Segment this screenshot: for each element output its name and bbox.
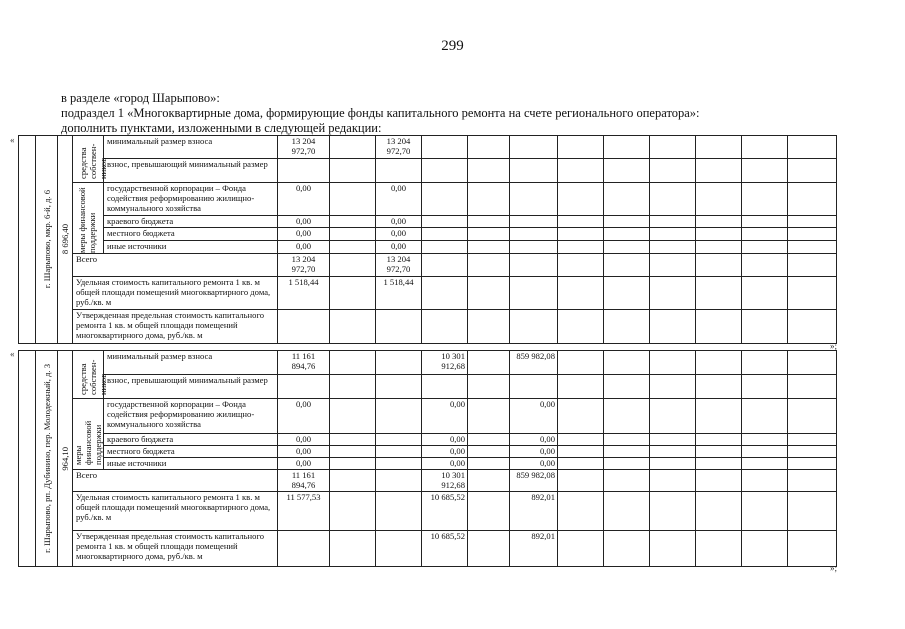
value-cell: 0,00 (376, 241, 422, 254)
value-cell (468, 434, 510, 446)
open-quote-mark-2: « (10, 349, 15, 359)
value-cell (742, 277, 788, 310)
row-unit-cost (19, 277, 837, 310)
value-cell (650, 434, 696, 446)
value-cell (422, 277, 468, 310)
value-cell (376, 492, 422, 531)
intro-line-2: подраздел 1 «Многоквартирные дома, формирующие фонды капитального ремонта на счете регионального оператора»: (61, 106, 700, 120)
value-cell (422, 310, 468, 344)
value-cell (468, 216, 510, 228)
value-cell (468, 470, 510, 492)
value-cell (468, 241, 510, 254)
value-cell (376, 446, 422, 458)
value-cell: 11 161 894,76 (278, 351, 330, 375)
value-cell (696, 492, 742, 531)
row-limit-cost (19, 531, 837, 567)
value-cell (422, 241, 468, 254)
value-cell (510, 310, 558, 344)
value-cell (742, 159, 788, 183)
value-cell: 0,00 (422, 458, 468, 470)
value-cell (330, 159, 376, 183)
row-local (19, 228, 837, 241)
value-cell (330, 254, 376, 277)
value-cell (788, 351, 837, 375)
value-cell (510, 183, 558, 216)
value-cell (604, 434, 650, 446)
area-cell: 964,10 (58, 351, 73, 567)
value-cell: 0,00 (278, 446, 330, 458)
value-cell (742, 399, 788, 434)
value-cell (468, 531, 510, 567)
value-cell (788, 446, 837, 458)
label-total: Всего (73, 470, 278, 492)
value-cell: 0,00 (376, 216, 422, 228)
value-cell (558, 277, 604, 310)
value-cell (650, 458, 696, 470)
value-cell (558, 399, 604, 434)
value-cell (558, 434, 604, 446)
value-cell: 10 301 912,68 (422, 470, 468, 492)
value-cell (604, 399, 650, 434)
value-cell (650, 136, 696, 159)
label-limit-cost: Утвержденная предельная стоимость капитального ремонта 1 кв. м общей площади помещений многоквартирного дома, руб./кв. м (73, 310, 278, 344)
value-cell (376, 375, 422, 399)
value-cell (788, 492, 837, 531)
left-margin-cell (19, 351, 36, 567)
value-cell (696, 458, 742, 470)
value-cell (330, 531, 376, 567)
value-cell (558, 446, 604, 458)
value-cell (278, 159, 330, 183)
value-cell: 10 301 912,68 (422, 351, 468, 375)
value-cell (742, 492, 788, 531)
row-min-fee (19, 351, 837, 375)
value-cell: 0,00 (278, 228, 330, 241)
value-cell: 13 204 972,70 (376, 136, 422, 159)
label-limit-cost: Утвержденная предельная стоимость капитального ремонта 1 кв. м общей площади помещений многоквартирного дома, руб./кв. м (73, 531, 278, 567)
intro-line-1: в разделе «город Шарыпово»: (61, 91, 220, 105)
label-local: местного бюджета (104, 228, 278, 241)
value-cell (742, 310, 788, 344)
value-cell (558, 216, 604, 228)
label-min-fee: минимальный размер взноса (104, 351, 278, 375)
row-min-fee (19, 136, 837, 159)
value-cell (788, 136, 837, 159)
value-cell (696, 241, 742, 254)
value-cell (788, 458, 837, 470)
value-cell: 0,00 (278, 241, 330, 254)
value-cell (468, 351, 510, 375)
left-margin-cell (19, 136, 36, 344)
value-cell (558, 492, 604, 531)
value-cell (376, 470, 422, 492)
value-cell (558, 254, 604, 277)
value-cell (696, 228, 742, 241)
value-cell: 0,00 (422, 434, 468, 446)
value-cell (330, 458, 376, 470)
value-cell (742, 216, 788, 228)
value-cell (650, 183, 696, 216)
value-cell (604, 216, 650, 228)
value-cell (742, 434, 788, 446)
value-cell (604, 241, 650, 254)
value-cell (558, 183, 604, 216)
value-cell (788, 470, 837, 492)
value-cell (650, 216, 696, 228)
value-cell (558, 470, 604, 492)
value-cell (330, 351, 376, 375)
value-cell: 13 204 972,70 (278, 254, 330, 277)
value-cell (604, 351, 650, 375)
value-cell: 0,00 (278, 399, 330, 434)
value-cell (604, 277, 650, 310)
value-cell (510, 216, 558, 228)
value-cell (696, 159, 742, 183)
value-cell (742, 470, 788, 492)
owners-funds-label: средства собствен-ников (73, 351, 104, 399)
value-cell (742, 446, 788, 458)
value-cell (696, 375, 742, 399)
value-cell (468, 136, 510, 159)
value-cell: 0,00 (422, 446, 468, 458)
value-cell: 0,00 (278, 434, 330, 446)
value-cell (696, 310, 742, 344)
value-cell (742, 183, 788, 216)
value-cell (650, 351, 696, 375)
value-cell: 11 577,53 (278, 492, 330, 531)
value-cell (788, 159, 837, 183)
value-cell (788, 277, 837, 310)
value-cell (376, 434, 422, 446)
value-cell (650, 310, 696, 344)
value-cell (278, 531, 330, 567)
value-cell (788, 241, 837, 254)
value-cell (468, 277, 510, 310)
value-cell (376, 159, 422, 183)
value-cell (558, 241, 604, 254)
value-cell: 13 204 972,70 (376, 254, 422, 277)
value-cell (330, 446, 376, 458)
address-cell: г. Шарыпово, мкр. 6-й, д. 6 (36, 136, 58, 344)
value-cell (650, 531, 696, 567)
value-cell: 10 685,52 (422, 492, 468, 531)
value-cell (696, 136, 742, 159)
value-cell (650, 277, 696, 310)
value-cell (650, 159, 696, 183)
label-regional: краевого бюджета (104, 434, 278, 446)
row-limit-cost (19, 310, 837, 344)
value-cell: 859 982,08 (510, 351, 558, 375)
value-cell (604, 159, 650, 183)
value-cell (650, 375, 696, 399)
value-cell (742, 241, 788, 254)
value-cell (510, 277, 558, 310)
value-cell: 1 518,44 (376, 277, 422, 310)
value-cell (696, 254, 742, 277)
row-regional (19, 216, 837, 228)
value-cell (788, 216, 837, 228)
value-cell: 0,00 (376, 183, 422, 216)
value-cell (330, 375, 376, 399)
value-cell: 0,00 (510, 446, 558, 458)
row-total (19, 470, 837, 492)
label-unit-cost: Удельная стоимость капитального ремонта 1 кв. м общей площади помещений многоквартирного дома, руб./кв. м (73, 492, 278, 531)
value-cell (742, 375, 788, 399)
label-corp: государственной корпорации – Фонда содействия реформированию жилищно-коммунального хозяйства (104, 399, 278, 434)
value-cell: 0,00 (278, 216, 330, 228)
value-cell (558, 531, 604, 567)
value-cell (604, 228, 650, 241)
value-cell: 859 982,08 (510, 470, 558, 492)
label-local: местного бюджета (104, 446, 278, 458)
value-cell (650, 446, 696, 458)
value-cell (650, 399, 696, 434)
label-above-min: взнос, превышающий минимальный размер (104, 375, 278, 399)
value-cell: 13 204 972,70 (278, 136, 330, 159)
value-cell: 1 518,44 (278, 277, 330, 310)
value-cell (468, 375, 510, 399)
value-cell: 10 685,52 (422, 531, 468, 567)
row-other (19, 458, 837, 470)
value-cell (376, 399, 422, 434)
value-cell (376, 310, 422, 344)
value-cell (558, 159, 604, 183)
value-cell (604, 446, 650, 458)
value-cell (558, 136, 604, 159)
support-label: меры финансовой поддержки (73, 183, 104, 254)
value-cell (278, 310, 330, 344)
value-cell (788, 375, 837, 399)
value-cell (330, 434, 376, 446)
value-cell (742, 351, 788, 375)
value-cell (422, 375, 468, 399)
value-cell: 0,00 (510, 434, 558, 446)
value-cell (422, 136, 468, 159)
value-cell: 0,00 (278, 458, 330, 470)
row-regional (19, 434, 837, 446)
label-min-fee: минимальный размер взноса (104, 136, 278, 159)
value-cell (696, 434, 742, 446)
label-other: иные источники (104, 458, 278, 470)
value-cell (376, 531, 422, 567)
value-cell (558, 351, 604, 375)
value-cell: 892,01 (510, 492, 558, 531)
value-cell (788, 399, 837, 434)
value-cell (468, 183, 510, 216)
page-number: 299 (441, 38, 464, 54)
value-cell: 0,00 (510, 458, 558, 470)
row-local (19, 446, 837, 458)
support-label: меры финансовой поддержки (73, 399, 104, 470)
row-corp (19, 399, 837, 434)
value-cell (650, 470, 696, 492)
value-cell: 0,00 (422, 399, 468, 434)
value-cell (330, 216, 376, 228)
value-cell (510, 136, 558, 159)
value-cell (422, 216, 468, 228)
label-corp: государственной корпорации – Фонда содействия реформированию жилищно-коммунального хозяйства (104, 183, 278, 216)
value-cell (604, 136, 650, 159)
label-regional: краевого бюджета (104, 216, 278, 228)
value-cell: 11 161 894,76 (278, 470, 330, 492)
value-cell (510, 254, 558, 277)
value-cell (330, 492, 376, 531)
row-above-min (19, 159, 837, 183)
value-cell (376, 351, 422, 375)
value-cell (558, 228, 604, 241)
value-cell (422, 228, 468, 241)
value-cell (468, 228, 510, 241)
value-cell (742, 531, 788, 567)
value-cell (742, 458, 788, 470)
value-cell (330, 310, 376, 344)
value-cell (742, 228, 788, 241)
area-cell: 8 696,40 (58, 136, 73, 344)
label-above-min: взнос, превышающий минимальный размер (104, 159, 278, 183)
housing-table-block-2 (18, 350, 837, 567)
value-cell (696, 183, 742, 216)
value-cell (510, 375, 558, 399)
row-above-min (19, 375, 837, 399)
value-cell (604, 254, 650, 277)
value-cell (650, 241, 696, 254)
label-other: иные источники (104, 241, 278, 254)
row-other (19, 241, 837, 254)
close-quote-mark-1: »; (830, 341, 838, 351)
value-cell (330, 277, 376, 310)
value-cell (510, 241, 558, 254)
value-cell (330, 136, 376, 159)
value-cell (468, 399, 510, 434)
owners-funds-label: средства собствен-ников (73, 136, 104, 183)
value-cell (696, 470, 742, 492)
value-cell (650, 254, 696, 277)
value-cell (558, 458, 604, 470)
value-cell (468, 159, 510, 183)
value-cell (422, 159, 468, 183)
value-cell (696, 399, 742, 434)
value-cell (468, 310, 510, 344)
value-cell (278, 375, 330, 399)
value-cell (468, 446, 510, 458)
value-cell (650, 228, 696, 241)
value-cell (742, 136, 788, 159)
value-cell (604, 531, 650, 567)
value-cell (330, 228, 376, 241)
value-cell (330, 399, 376, 434)
value-cell: 0,00 (278, 183, 330, 216)
value-cell (696, 277, 742, 310)
value-cell (422, 254, 468, 277)
value-cell (788, 183, 837, 216)
value-cell (510, 159, 558, 183)
value-cell (330, 241, 376, 254)
value-cell (650, 492, 696, 531)
value-cell (788, 254, 837, 277)
value-cell (788, 310, 837, 344)
value-cell (604, 458, 650, 470)
value-cell (468, 492, 510, 531)
intro-line-3: дополнить пунктами, изложенными в следующей редакции: (61, 121, 382, 135)
value-cell (742, 254, 788, 277)
value-cell (604, 183, 650, 216)
value-cell (696, 216, 742, 228)
value-cell (468, 458, 510, 470)
value-cell (604, 375, 650, 399)
label-unit-cost: Удельная стоимость капитального ремонта 1 кв. м общей площади помещений многоквартирного дома, руб./кв. м (73, 277, 278, 310)
close-quote-mark-2: »; (830, 563, 838, 573)
value-cell (558, 310, 604, 344)
value-cell (422, 183, 468, 216)
value-cell (604, 470, 650, 492)
value-cell (696, 446, 742, 458)
value-cell (510, 228, 558, 241)
open-quote-mark-1: « (10, 135, 15, 145)
row-unit-cost (19, 492, 837, 531)
value-cell: 892,01 (510, 531, 558, 567)
address-cell: г. Шарыпово, рп. Дубинино, пер. Молодежный, д. 3 (36, 351, 58, 567)
value-cell (330, 183, 376, 216)
value-cell (376, 458, 422, 470)
row-corp (19, 183, 837, 216)
value-cell (604, 310, 650, 344)
value-cell (788, 531, 837, 567)
value-cell: 0,00 (376, 228, 422, 241)
value-cell: 0,00 (510, 399, 558, 434)
value-cell (330, 470, 376, 492)
value-cell (604, 492, 650, 531)
value-cell (788, 434, 837, 446)
value-cell (788, 228, 837, 241)
housing-table-block-1 (18, 135, 837, 344)
value-cell (468, 254, 510, 277)
value-cell (696, 351, 742, 375)
value-cell (558, 375, 604, 399)
label-total: Всего (73, 254, 278, 277)
value-cell (696, 531, 742, 567)
row-total (19, 254, 837, 277)
